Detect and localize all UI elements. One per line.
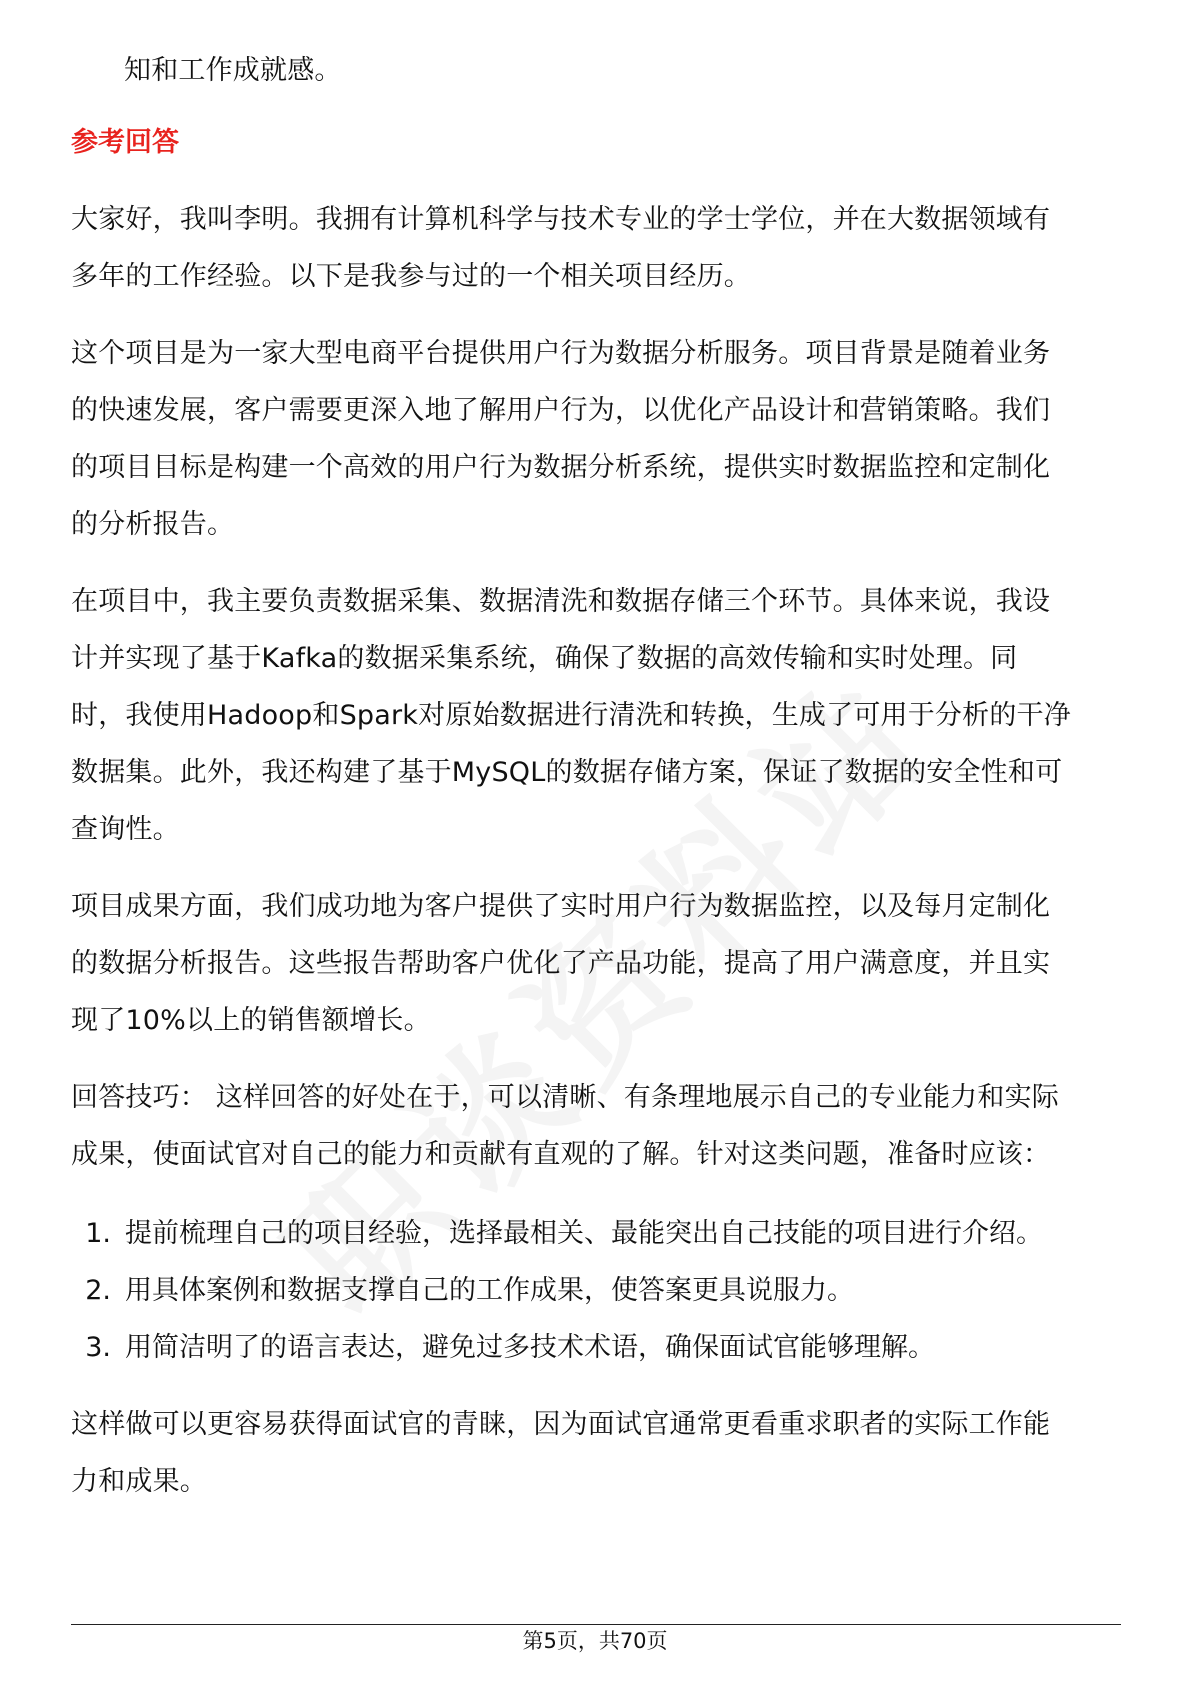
paragraph-line: 查询性。 (71, 814, 180, 845)
paragraph-3 (71, 573, 1121, 858)
intro-tail: 知和工作成就感。 (124, 55, 342, 86)
paragraph-2 (71, 325, 1121, 553)
list-text: 用简洁明了的语言表达，避免过多技术术语，确保面试官能够理解。 (125, 1332, 935, 1363)
paragraph-line: 回答技巧： 这样回答的好处在于，可以清晰、有条理地展示自己的专业能力和实际 (71, 1082, 1059, 1113)
paragraph-line: 现了10%以上的销售额增长。 (71, 1005, 431, 1036)
list-text: 用具体案例和数据支撑自己的工作成果，使答案更具说服力。 (125, 1275, 854, 1306)
paragraph-line: 数据集。此外，我还构建了基于MySQL的数据存储方案，保证了数据的安全性和可 (71, 757, 1063, 788)
paragraph-line: 成果，使面试官对自己的能力和贡献有直观的了解。针对这类问题，准备时应该： (71, 1139, 1051, 1170)
paragraph-line: 在项目中，我主要负责数据采集、数据清洗和数据存储三个环节。具体来说，我设 (71, 586, 1051, 617)
paragraph-line: 多年的工作经验。以下是我参与过的一个相关项目经历。 (71, 261, 751, 292)
list-item (71, 1319, 1121, 1376)
paragraph-line: 的项目目标是构建一个高效的用户行为数据分析系统，提供实时数据监控和定制化 (71, 452, 1051, 483)
list-item (71, 1262, 1121, 1319)
list-number: 1. (85, 1218, 111, 1249)
paragraph-line: 大家好，我叫李明。我拥有计算机科学与技术专业的学士学位，并在大数据领域有 (71, 204, 1051, 235)
paragraph-5 (71, 1069, 1121, 1183)
paragraph-line: 这样做可以更容易获得面试官的青睐，因为面试官通常更看重求职者的实际工作能 (71, 1409, 1051, 1440)
paragraph-1 (71, 191, 1121, 305)
paragraph-line: 项目成果方面，我们成功地为客户提供了实时用户行为数据监控，以及每月定制化 (71, 891, 1051, 922)
paragraph-line: 时，我使用Hadoop和Spark对原始数据进行清洗和转换，生成了可用于分析的干净 (71, 700, 1071, 731)
list-number: 2. (85, 1275, 111, 1306)
paragraph-line: 的快速发展，客户需要更深入地了解用户行为，以优化产品设计和营销策略。我们 (71, 395, 1051, 426)
paragraph-line: 的分析报告。 (71, 509, 235, 540)
footer-divider (71, 1624, 1121, 1625)
paragraph-line: 这个项目是为一家大型电商平台提供用户行为数据分析服务。项目背景是随着业务 (71, 338, 1051, 369)
paragraph-4 (71, 878, 1121, 1049)
paragraph-line: 计并实现了基于Kafka的数据采集系统，确保了数据的高效传输和实时处理。同 (71, 643, 1018, 674)
tips-list (71, 1205, 1121, 1376)
paragraph-line: 的数据分析报告。这些报告帮助客户优化了产品功能，提高了用户满意度，并且实 (71, 948, 1051, 979)
list-item (71, 1205, 1121, 1262)
page-number: 第5页，共70页 (522, 1629, 668, 1653)
list-text: 提前梳理自己的项目经验，选择最相关、最能突出自己技能的项目进行介绍。 (125, 1218, 1043, 1249)
list-number: 3. (85, 1332, 111, 1363)
page-content (71, 42, 1121, 1510)
paragraph-line: 力和成果。 (71, 1466, 207, 1497)
closing-paragraph (71, 1396, 1121, 1510)
section-heading: 参考回答 (71, 127, 179, 158)
